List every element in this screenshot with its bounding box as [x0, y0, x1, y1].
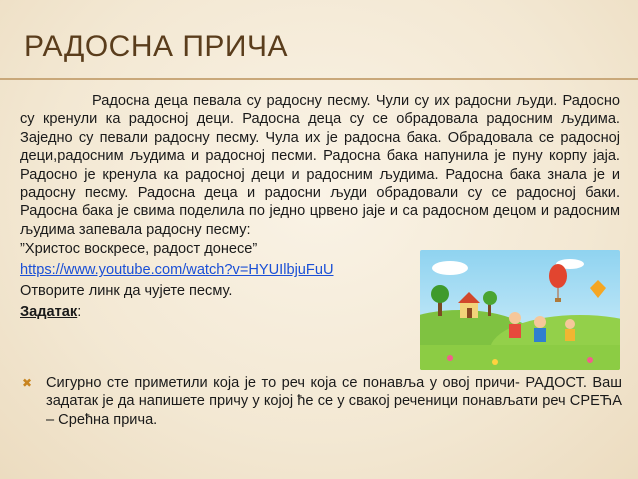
task-colon: :	[77, 304, 82, 321]
illustration-svg	[420, 250, 620, 370]
slide-title: РАДОСНА ПРИЧА	[24, 30, 288, 63]
bullet-icon: ✖	[22, 376, 33, 390]
task-label: Задатак	[20, 304, 78, 321]
children-illustration	[420, 250, 620, 370]
story-paragraph: Радосна деца певала су радосну песму. Чули су их радосни људи. Радосно су кренули ка радосној деци. Радосна деца су се обрадовала радосним људима. Заједно су певали радосну песму. Чула их је радосна бака. Обрадовала се радосној деци,радосним људима и радосној песми. Радосна бака напунила је пуну корпу јаја. Радосно је кренула ка радосној деци и радосним људима. Радосна бака знала је и радосну песму. Радосна деца и радосни људи обрадовали су се радосној баки. Радосна бака је свима поделила по једно црвено јаје и са радосном децом и радосним људима запевала радосну песму:	[20, 93, 620, 238]
youtube-link[interactable]: https://www.youtube.com/watch?v=HYUIlbjuFuU	[20, 262, 334, 279]
open-link-instruction: Отворите линк да чујете песму.	[20, 283, 233, 300]
task-bullet	[22, 374, 622, 429]
song-title: ”Христос воскресе, радост донесе”	[20, 241, 258, 258]
title-divider	[0, 78, 638, 80]
task-description: Сигурно сте приметили која је то реч која се понавља у овој причи- РАДОСТ. Ваш задатак је да напишете причу у којој ће се у свакој реченици понављати реч СРЕЋА – Срећна прича.	[46, 375, 622, 428]
